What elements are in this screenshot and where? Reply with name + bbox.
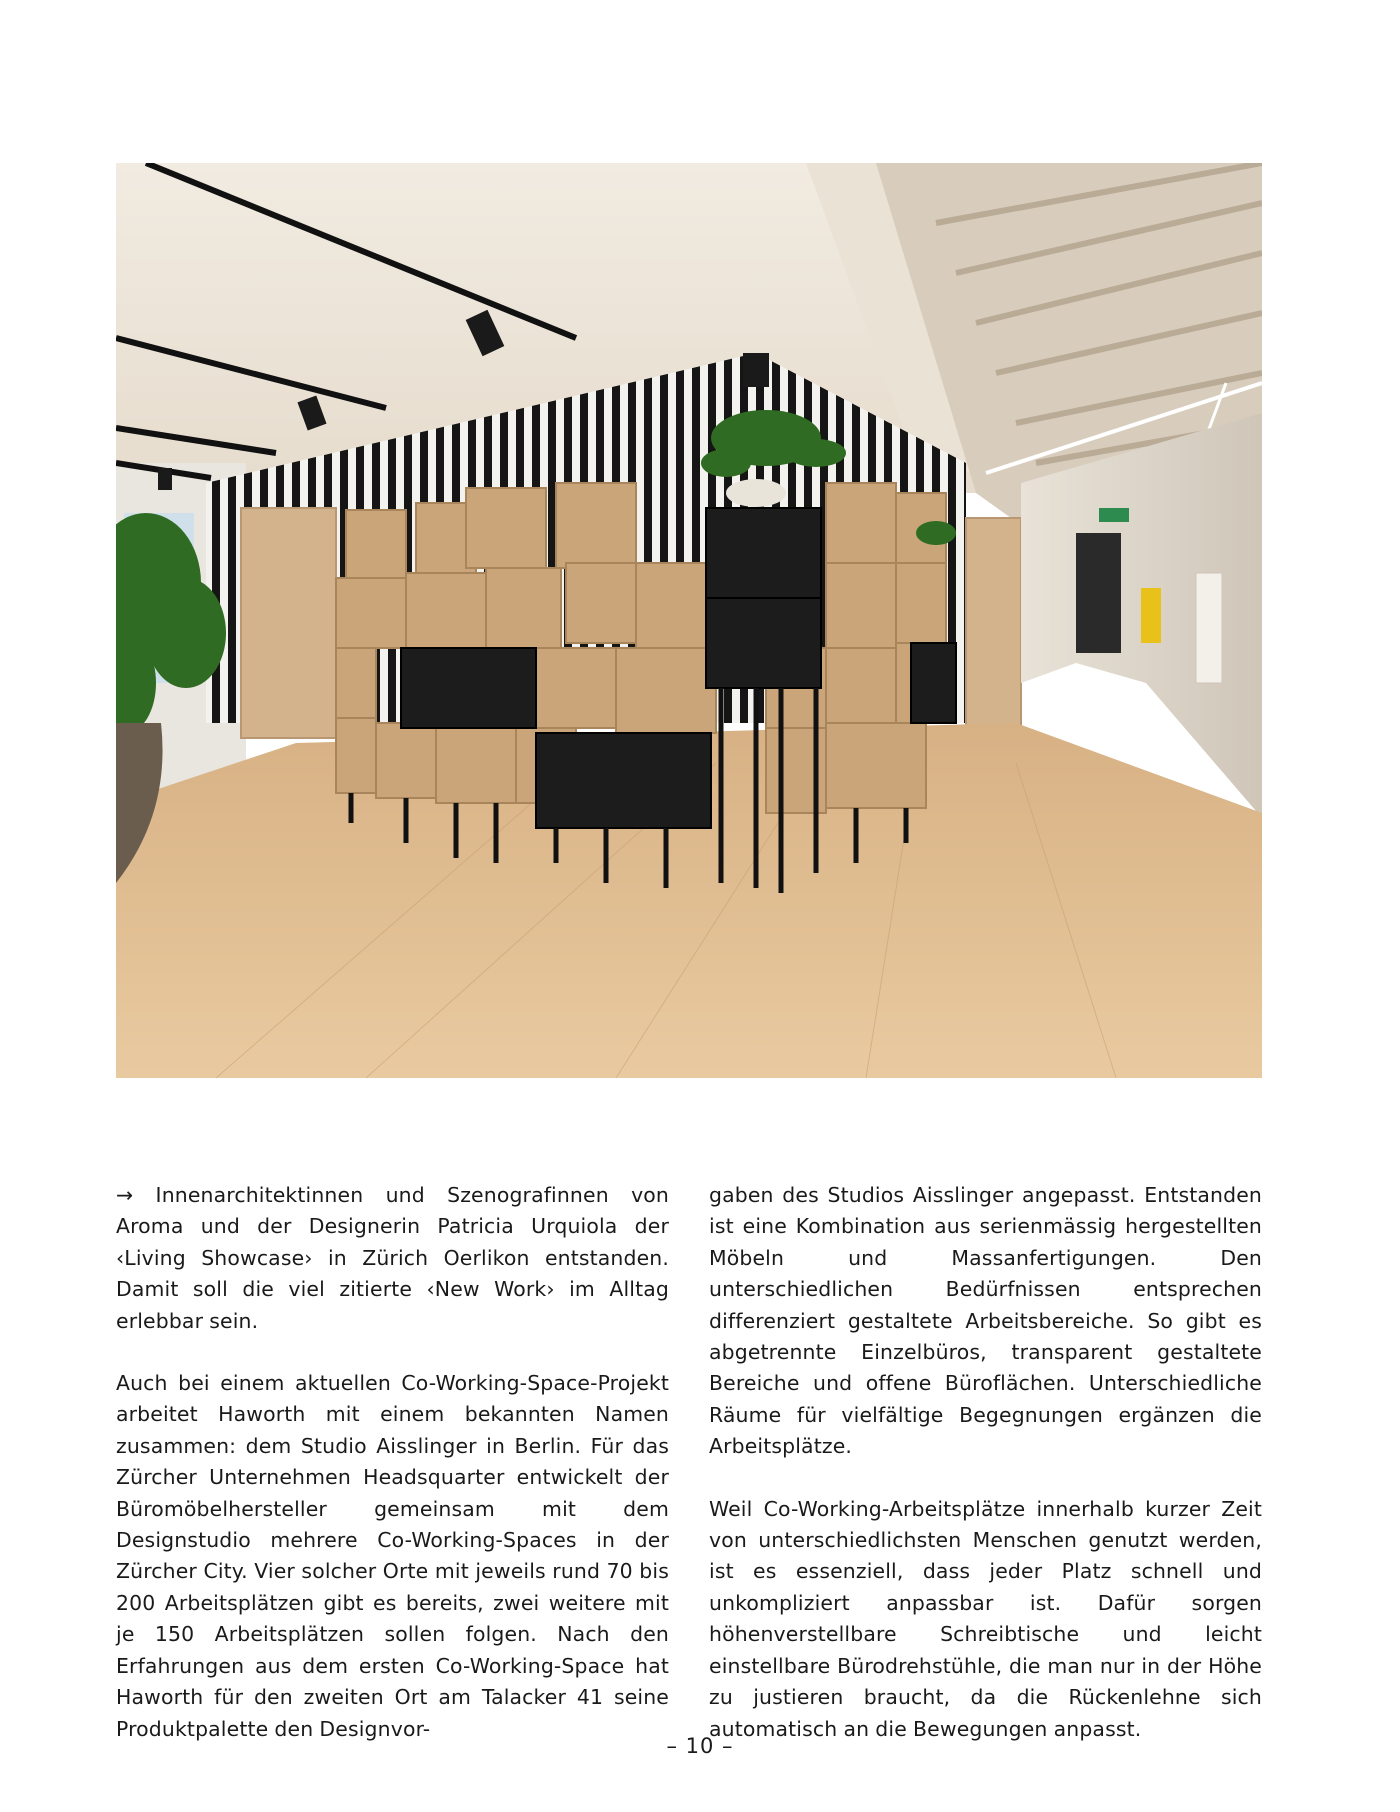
paragraph: Weil Co-Working-Arbeitsplätze innerhalb kurzer Zeit von unterschiedlichsten Menschen genutzt werden, ist es essenziell, dass jeder Platz schnell und unkompliziert anpassbar ist. Dafür sorgen höhenverstellbare Schreibtische und leicht einstellbare Bürodrehstühle, die man nur in der Höhe zu justieren braucht, da die Rückenlehne sich automatisch an die Bewegungen anpasst. (709, 1496, 1262, 1741)
body-text (116, 1180, 1262, 1776)
text-column-left (116, 1180, 669, 1776)
paragraph: gaben des Studios Aisslinger angepasst. Entstanden ist eine Kombination aus serienmässig hergestellten Möbeln und Massanfertigungen. Den unterschiedlichen Bedürfnissen entsprechen differenziert gestaltete Arbeitsbereiche. So gibt es abgetrennte Einzelbüros, transparent gestaltete Bereiche und offene Büroflächen. Unterschiedliche Räume für vielfältige Begegnungen ergänzen die Arbeitsplätze. (709, 1183, 1262, 1459)
office-interior-photo (116, 163, 1262, 1078)
paragraph: → Innenarchitektinnen und Szenografinnen von Aroma und der Designerin Patricia Urquiola der ‹Living Showcase› in Zürich Oerlikon entstanden. Damit soll die viel zitierte ‹New Work› im Alltag erlebbar sein. (116, 1183, 669, 1333)
text-column-right (709, 1180, 1262, 1776)
page-number: – 10 – (666, 1734, 734, 1758)
paragraph: Auch bei einem aktuellen Co-Working-Space-Projekt arbeitet Haworth mit einem bekannten Namen zusammen: dem Studio Aisslinger in Berlin. Für das Zürcher Unternehmen Headsquarter entwickelt der Büromöbelhersteller gemeinsam mit dem Designstudio mehrere Co-Working-Spaces in der Zürcher City. Vier solcher Orte mit jeweils rund 70 bis 200 Arbeitsplätzen gibt es bereits, zwei weitere mit je 150 Arbeitsplätzen sollen folgen. Nach den Erfahrungen aus dem ersten Co-Working-Space hat Haworth für den zweiten Ort am Talacker 41 seine Produktpalette den Designvor- (116, 1371, 669, 1741)
